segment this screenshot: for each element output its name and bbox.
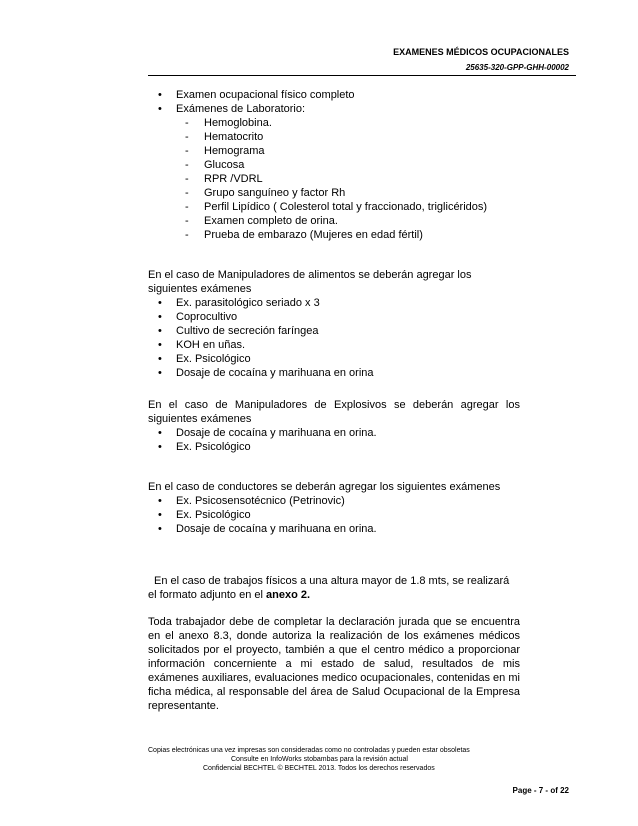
list-item: • Ex. Psicosensotécnico (Petrinovic)	[158, 495, 345, 507]
lab-item: - RPR /VDRL	[185, 173, 263, 185]
header-divider	[148, 75, 576, 76]
bullet-icon: •	[158, 441, 162, 453]
section-general-exams	[148, 88, 520, 242]
bullet-icon: •	[158, 339, 162, 351]
document-body	[148, 88, 520, 713]
footer-line: Consulte en InfoWorks stobambas para la revisión actual	[231, 756, 408, 763]
bullet-icon: •	[158, 427, 162, 439]
list-item: • Ex. Psicológico	[158, 441, 251, 453]
bullet-icon: •	[158, 353, 162, 365]
dash-icon: -	[185, 145, 189, 157]
section-height-work: En el caso de trabajos físicos a una altura mayor de 1.8 mts, se realizará el formato adjunto en el anexo 2.	[148, 575, 510, 601]
dash-icon: -	[185, 131, 189, 143]
list-item: • Ex. Psicológico	[158, 509, 251, 521]
bullet-icon: •	[158, 311, 162, 323]
lab-item: - Hematocrito	[185, 131, 264, 143]
lab-item: - Hemograma	[185, 145, 265, 157]
dash-icon: -	[185, 215, 189, 227]
list-item: • Examen ocupacional físico completo	[158, 89, 355, 101]
list-item: • Dosaje de cocaína y marihuana en orina.	[158, 523, 377, 535]
bullet-icon: •	[158, 509, 162, 521]
list-item: • Dosaje de cocaína y marihuana en orina	[158, 367, 374, 379]
lab-item: - Examen completo de orina.	[185, 215, 338, 227]
bullet-icon: •	[158, 103, 162, 115]
document-code: 25635-320-GPP-GHH-00002	[465, 63, 569, 72]
list-item: • KOH en uñas.	[158, 339, 246, 351]
dash-icon: -	[185, 187, 189, 199]
dash-icon: -	[185, 201, 189, 213]
lab-item: - Prueba de embarazo (Mujeres en edad fértil)	[185, 229, 423, 241]
lab-item: - Hemoglobina.	[185, 117, 272, 129]
header-title: EXAMENES MÉDICOS OCUPACIONALES	[393, 47, 569, 57]
list-item: • Ex. Psicológico	[158, 353, 251, 365]
bullet-icon: •	[158, 89, 162, 101]
section-food-handlers	[148, 268, 520, 380]
footer-line: Copias electrónicas una vez impresas son consideradas como no controladas y pueden estar obsoletas	[148, 747, 470, 754]
section-drivers	[148, 480, 520, 536]
dash-icon: -	[185, 117, 189, 129]
bullet-icon: •	[158, 325, 162, 337]
lab-item: - Perfil Lipídico ( Colesterol total y fraccionado, triglicéridos)	[185, 201, 488, 213]
section-intro: En el caso de conductores se deberán agregar los siguientes exámenes	[148, 481, 501, 493]
page-number: Page - 7 - of 22	[512, 786, 569, 795]
list-item: • Dosaje de cocaína y marihuana en orina.	[158, 427, 377, 439]
list-item: • Cultivo de secreción faríngea	[158, 325, 319, 337]
list-item: • Exámenes de Laboratorio:	[158, 103, 306, 115]
lab-item: - Glucosa	[185, 159, 245, 171]
bullet-icon: •	[158, 297, 162, 309]
section-intro: En el caso de Manipuladores de Explosivos se deberán agregar los siguientes exámenes	[148, 399, 520, 425]
dash-icon: -	[185, 173, 189, 185]
list-item: • Ex. parasitológico seriado x 3	[158, 297, 320, 309]
dash-icon: -	[185, 159, 189, 171]
annex-reference: anexo 2.	[266, 589, 311, 601]
list-item: • Coprocultivo	[158, 311, 238, 323]
footer-line: Confidencial BECHTEL © BECHTEL 2013. Todos los derechos reservados	[203, 765, 435, 772]
section-intro: En el caso de Manipuladores de alimentos se deberán agregar los siguientes exámenes	[148, 269, 472, 295]
section-explosives-handlers	[148, 398, 520, 454]
bullet-icon: •	[158, 523, 162, 535]
section-sworn-declaration: Toda trabajador debe de completar la declaración jurada que se encuentra en el anexo 8.3, donde autoriza la realización de los exámenes médicos solicitados por el proyecto, también a que el centro médico a proporcionar información concerniente a mi estado de salud, resultados de mis exámenes auxiliares, evaluaciones medico ocupacionales, contenidas en mi ficha médica, al responsable del área de Salud Ocupacional de la Empresa representante.	[148, 616, 520, 712]
bullet-icon: •	[158, 495, 162, 507]
lab-item: - Grupo sanguíneo y factor Rh	[185, 187, 346, 199]
bullet-icon: •	[158, 367, 162, 379]
dash-icon: -	[185, 229, 189, 241]
